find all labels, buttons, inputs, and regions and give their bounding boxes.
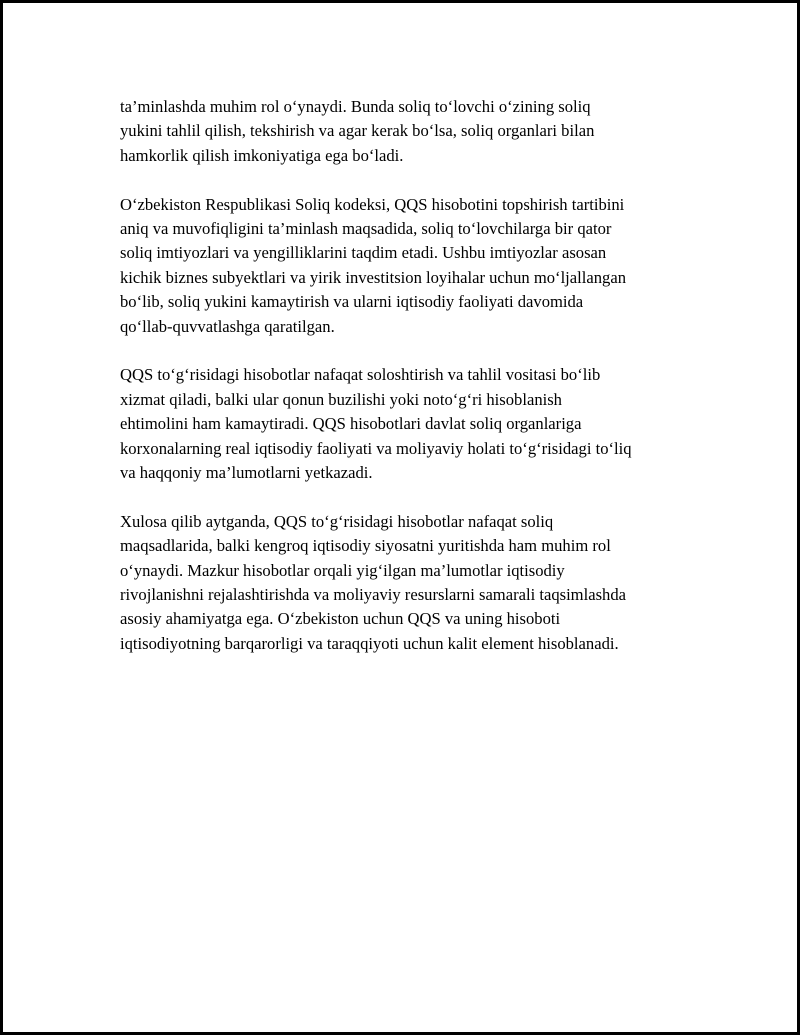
text-line: bo‘lib, soliq yukini kamaytirish va ularni iqtisodiy faoliyati davomida xyxy=(120,292,584,312)
text-line: rivojlanishni rejalashtirishda va moliyaviy resurslarni samarali taqsimlashda xyxy=(120,585,626,605)
text-line: Xulosa qilib aytganda, QQS to‘g‘risidagi hisobotlar nafaqat soliq xyxy=(120,511,554,531)
text-line: qo‘llab-quvvatlashga qaratilgan. xyxy=(120,316,335,336)
text-line: iqtisodiyotning barqarorligi va taraqqiyoti uchun kalit element hisoblanadi. xyxy=(120,633,619,653)
text-line: xizmat qiladi, balki ular qonun buzilishi yoki noto‘g‘ri hisoblanish xyxy=(120,389,562,409)
text-line: soliq imtiyozlari va yengilliklarini taqdim etadi. Ushbu imtiyozlar asosan xyxy=(120,243,607,263)
text-line: ehtimolini ham kamaytiradi. QQS hisobotlari davlat soliq organlariga xyxy=(120,414,582,434)
text-line: o‘ynaydi. Mazkur hisobotlar orqali yig‘ilgan ma’lumotlar iqtisodiy xyxy=(120,560,565,580)
paragraph-2 xyxy=(120,193,700,339)
text-line: QQS to‘g‘risidagi hisobotlar nafaqat soloshtirish va tahlil vositasi bo‘lib xyxy=(120,365,601,385)
text-line: ta’minlashda muhim rol o‘ynaydi. Bunda soliq to‘lovchi o‘zining soliq xyxy=(120,97,591,116)
text-line: asosiy ahamiyatga ega. O‘zbekiston uchun QQS va uning hisoboti xyxy=(120,609,561,629)
text-line: kichik biznes subyektlari va yirik investitsion loyihalar uchun mo‘ljallangan xyxy=(120,267,626,287)
paragraph-3 xyxy=(120,363,700,485)
paragraph-1 xyxy=(120,95,700,168)
text-line: O‘zbekiston Respublikasi Soliq kodeksi, QQS hisobotini topshirish tartibini xyxy=(120,194,625,214)
text-line: maqsadlarida, balki kengroq iqtisodiy siyosatni yuritishda ham muhim rol xyxy=(120,536,611,556)
text-line: aniq va muvofiqligini ta’minlash maqsadida, soliq to‘lovchilarga bir qator xyxy=(120,219,612,239)
text-line: va haqqoniy ma’lumotlarni yetkazadi. xyxy=(120,463,373,483)
paragraph-4 xyxy=(120,510,700,656)
document-body xyxy=(120,95,700,681)
text-line: yukini tahlil qilish, tekshirish va agar kerak bo‘lsa, soliq organlari bilan xyxy=(120,121,595,141)
text-line: hamkorlik qilish imkoniyatiga ega bo‘ladi. xyxy=(120,145,404,165)
text-line: korxonalarning real iqtisodiy faoliyati va moliyaviy holati to‘g‘risidagi to‘liq xyxy=(120,438,632,458)
